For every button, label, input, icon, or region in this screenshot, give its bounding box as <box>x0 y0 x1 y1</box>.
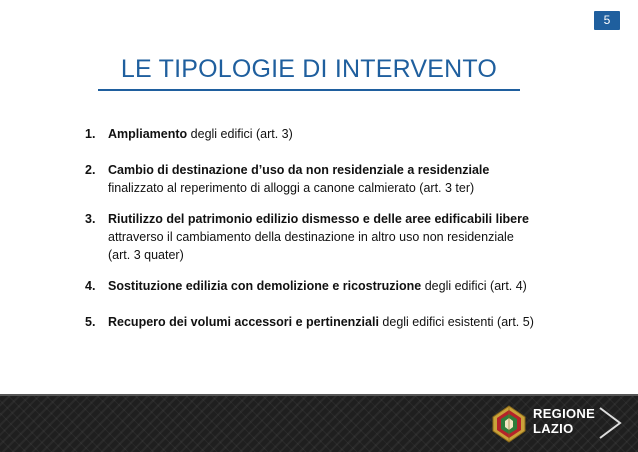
list-item-bold: Cambio di destinazione d’uso da non residenziale a residenziale <box>108 163 490 177</box>
list-item-text <box>108 210 598 264</box>
list-item-number: 4. <box>85 279 96 293</box>
list-item-rest: attraverso il cambiamento della destinazione in altro uso non residenziale <box>108 230 514 244</box>
list-item-number: 5. <box>85 315 96 329</box>
list-item-number: 1. <box>85 127 96 141</box>
list-item-text <box>108 313 598 331</box>
list-item-text <box>108 125 598 143</box>
page-number-badge: 5 <box>594 11 620 30</box>
title-underline <box>98 89 520 91</box>
list-item-bold: Riutilizzo del patrimonio edilizio dismesso e delle aree edificabili libere <box>108 212 529 226</box>
list-item-line <box>108 228 598 246</box>
list-item-rest: degli edifici (art. 4) <box>421 279 527 293</box>
list-item-line <box>108 161 598 179</box>
list-item-line <box>108 277 598 295</box>
list-item-line <box>108 246 598 264</box>
regione-lazio-emblem-icon <box>492 405 526 443</box>
list-item-line <box>108 313 598 331</box>
list-item-text <box>108 161 598 197</box>
list-item-rest: degli edifici (art. 3) <box>187 127 293 141</box>
list-item-line <box>108 210 598 228</box>
list-item-rest: degli edifici esistenti (art. 5) <box>378 315 534 329</box>
brand-line-2: LAZIO <box>533 421 574 436</box>
list-item-rest: finalizzato al reperimento di alloggi a canone calmierato (art. 3 ter) <box>108 181 475 195</box>
list-item-rest: (art. 3 quater) <box>108 248 184 262</box>
list-item-bold: Sostituzione edilizia con demolizione e ricostruzione <box>108 279 422 293</box>
list-item-bold: Ampliamento <box>108 127 188 141</box>
list-item-number: 2. <box>85 163 96 177</box>
footer-divider <box>0 394 638 396</box>
list-item-line <box>108 179 598 197</box>
list-item-line <box>108 125 598 143</box>
list-item-text <box>108 277 598 295</box>
regione-lazio-logo-text <box>533 406 595 436</box>
list-item-number: 3. <box>85 212 96 226</box>
list-item-bold: Recupero dei volumi accessori e pertinenziali <box>108 315 379 329</box>
brand-line-1: REGIONE <box>533 406 596 421</box>
logo-swoosh-icon <box>598 406 622 440</box>
slide-title: LE TIPOLOGIE DI INTERVENTO <box>120 55 498 83</box>
